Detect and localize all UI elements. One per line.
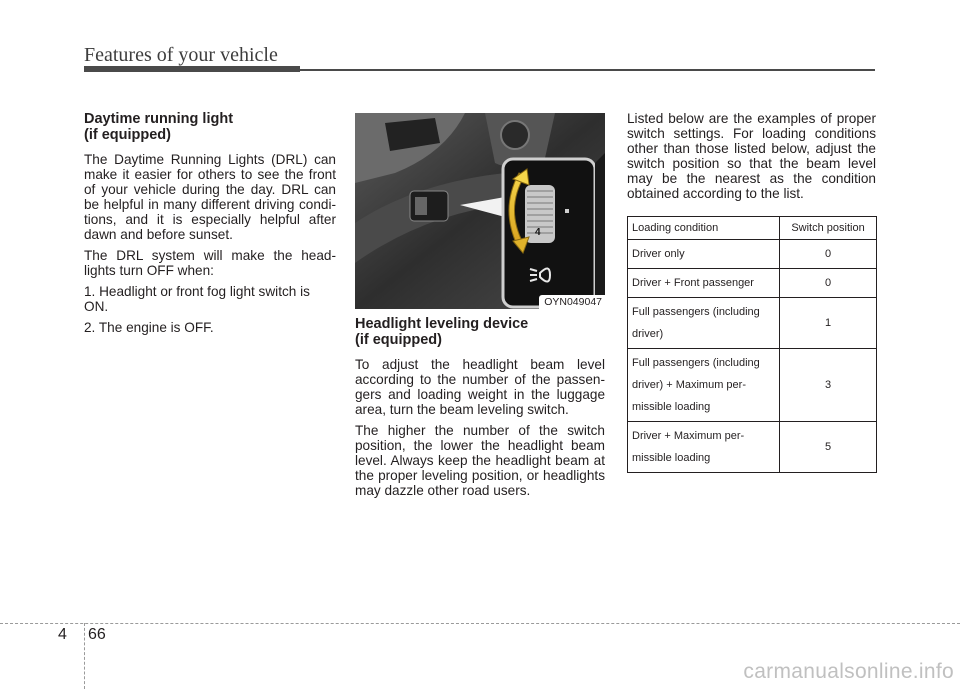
- leveling-switch-figure: [355, 113, 605, 309]
- header-rule-thin: [300, 69, 875, 71]
- table-row: [628, 240, 877, 269]
- watermark: carmanualsonline.info: [743, 660, 954, 683]
- drl-list-item-2: 2. The engine is OFF.: [84, 320, 214, 335]
- table-row: [628, 269, 877, 298]
- leveling-paragraph-1: To adjust the headlight beam level according to the number of the passen-gers and loading weight in the luggage area, turn the beam leveling switch.: [355, 357, 605, 417]
- leveling-section: [355, 316, 605, 504]
- table-header-position: Switch position: [780, 217, 877, 240]
- table-row: [628, 298, 877, 349]
- header-rule-thick: [84, 66, 300, 72]
- page-number: 66: [88, 626, 106, 643]
- drl-list-item-1: 1. Headlight or front fog light switch is ON.: [84, 284, 310, 314]
- table-cell-position: 5: [780, 422, 877, 473]
- drl-paragraph-1: The Daytime Running Lights (DRL) can make it easier for others to see the front of your vehicle during the day. DRL can be helpful in many different driving condi-tions, and it is especially helpful after dawn and before sunset.: [84, 152, 336, 242]
- table-cell-condition: Full passengers (including driver) + Maximum per-missible loading: [628, 349, 780, 422]
- footer-divider: [0, 623, 960, 624]
- footer-vertical-divider: [84, 623, 85, 689]
- page-header-title: Features of your vehicle: [84, 44, 278, 66]
- table-cell-condition: Driver only: [628, 240, 780, 269]
- table-cell-position: 1: [780, 298, 877, 349]
- figure-caption: OYN049047: [539, 295, 605, 309]
- drl-heading: [84, 111, 336, 143]
- table-row: [628, 422, 877, 473]
- loading-table: [627, 216, 877, 473]
- table-cell-condition: Driver + Front passenger: [628, 269, 780, 298]
- drl-section: [84, 111, 336, 341]
- leveling-heading-line2: (if equipped): [355, 332, 442, 348]
- leveling-heading: [355, 316, 605, 348]
- examples-section: [627, 111, 876, 207]
- table-cell-position: 3: [780, 349, 877, 422]
- examples-intro: Listed below are the examples of proper switch settings. For loading conditions other than those listed below, adjust the switch position so that the beam level may be the nearest as the condition obtained according to the list.: [627, 111, 876, 201]
- dashboard-illustration: [355, 113, 605, 309]
- table-header-row: [628, 217, 877, 240]
- leveling-heading-line1: Headlight leveling device: [355, 316, 529, 332]
- table-cell-condition: Driver + Maximum per-missible loading: [628, 422, 780, 473]
- leveling-paragraph-2: The higher the number of the switch position, the lower the headlight beam level. Always keep the headlight beam at the proper leveling position, or headlights may dazzle other road users.: [355, 423, 605, 498]
- section-number: 4: [58, 626, 67, 643]
- drl-heading-line1: Daytime running light: [84, 111, 234, 127]
- table-cell-position: 0: [780, 240, 877, 269]
- table-header-condition: Loading condition: [628, 217, 780, 240]
- table-cell-position: 0: [780, 269, 877, 298]
- table-cell-condition: Full passengers (including driver): [628, 298, 780, 349]
- switch-level-number: 4: [535, 227, 541, 238]
- drl-heading-line2: (if equipped): [84, 127, 171, 143]
- drl-paragraph-2: The DRL system will make the head-lights turn OFF when:: [84, 248, 336, 278]
- table-row: [628, 349, 877, 422]
